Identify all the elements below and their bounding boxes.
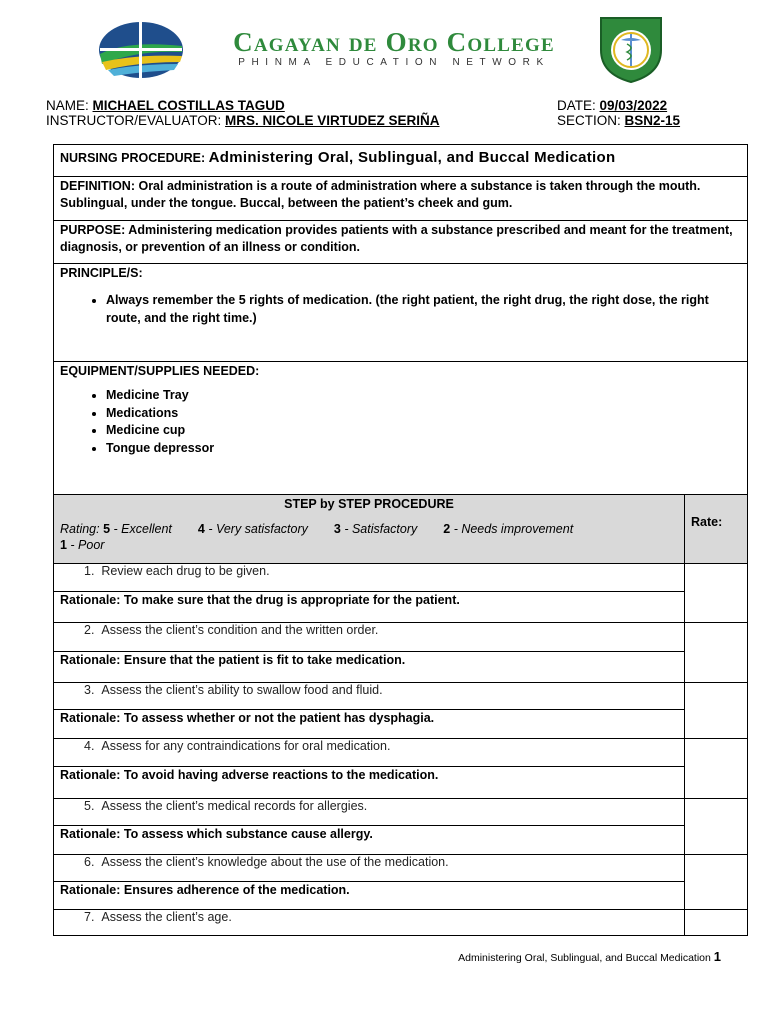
name-line: [46, 98, 285, 114]
step-number: 5.: [84, 799, 95, 813]
nursing-seal-icon: [597, 14, 665, 84]
table-row: [54, 623, 748, 652]
list-item: • Medicine cup: [106, 422, 741, 440]
section-line: [557, 113, 680, 129]
table-row: [54, 739, 748, 767]
rationale-text: Rationale: To assess whether or not the patient has dysphagia.: [54, 710, 685, 739]
step-text: Assess the client’s medical records for allergies.: [101, 799, 368, 813]
table-row: [54, 564, 748, 592]
rate-cell[interactable]: [685, 564, 748, 623]
step-text: Assess the client’s knowledge about the use of the medication.: [101, 855, 449, 869]
rationale-text: Rationale: Ensure that the patient is fit to take medication.: [54, 652, 685, 683]
principles-row: [54, 264, 748, 362]
step-text: Assess the client’s age.: [101, 910, 232, 924]
list-item: • Always remember the 5 rights of medication. (the right patient, the right drug, the right dose, the right route, and the right time.): [106, 292, 741, 327]
table-row: [54, 767, 748, 799]
rate-cell[interactable]: [685, 910, 748, 936]
college-title-block: [222, 26, 566, 69]
steps-title: STEP by STEP PROCEDURE: [284, 497, 454, 511]
step-number: 2.: [84, 623, 95, 637]
rationale-text: Rationale: To make sure that the drug is appropriate for the patient.: [54, 592, 685, 623]
purpose-row: [54, 221, 748, 264]
equipment-row: [54, 362, 748, 495]
date-value: 09/03/2022: [599, 98, 668, 113]
rating-label: Rating:: [60, 522, 100, 536]
equipment-label: EQUIPMENT/SUPPLIES NEEDED:: [60, 364, 260, 378]
list-item: • Medications: [106, 405, 741, 423]
rate-cell[interactable]: [685, 855, 748, 910]
step-number: 3.: [84, 683, 95, 697]
rationale-text: Rationale: To assess which substance cause allergy.: [54, 826, 685, 855]
step-number: 1.: [84, 564, 95, 578]
rating-5: 5: [103, 522, 111, 536]
table-row: [54, 855, 748, 882]
college-name: Cagayan de Oro College: [233, 27, 555, 57]
procedure-row: [54, 145, 748, 177]
instructor-value: MRS. NICOLE VIRTUDEZ SERIÑA: [225, 113, 440, 128]
rating-4: 4: [197, 522, 205, 536]
rating-2-text: - Needs improvement: [450, 522, 574, 536]
name-value: MICHAEL COSTILLAS TAGUD: [92, 98, 285, 113]
table-row: [54, 799, 748, 826]
procedure-table: [53, 144, 748, 936]
college-logo-icon: [98, 20, 184, 80]
rating-4-text: - Very satisfactory: [204, 522, 308, 536]
definition-row: [54, 177, 748, 221]
step-text: Assess the client’s ability to swallow food and fluid.: [101, 683, 383, 697]
rating-1-text: - Poor: [66, 538, 105, 552]
step-text: Review each drug to be given.: [101, 564, 270, 578]
rating-2: 2: [443, 522, 451, 536]
footer-text: Administering Oral, Sublingual, and Buccal Medication: [458, 952, 711, 964]
step-number: 6.: [84, 855, 95, 869]
page-footer: [458, 949, 721, 964]
step-number: 4.: [84, 739, 95, 753]
rating-5-text: - Excellent: [110, 522, 172, 536]
rating-3: 3: [333, 522, 341, 536]
rationale-text: Rationale: To avoid having adverse reactions to the medication.: [54, 767, 685, 799]
table-row: [54, 882, 748, 910]
rate-header: Rate:: [685, 495, 748, 564]
rate-cell[interactable]: [685, 799, 748, 855]
table-row: [54, 710, 748, 739]
table-row: [54, 652, 748, 683]
principles-label: PRINCIPLE/S:: [60, 266, 143, 280]
instructor-line: [46, 113, 440, 129]
rationale-text: Rationale: Ensures adherence of the medication.: [54, 882, 685, 910]
steps-header-row: [54, 495, 748, 564]
list-item: • Medicine Tray: [106, 387, 741, 405]
instructor-label: INSTRUCTOR/EVALUATOR:: [46, 113, 222, 128]
principles-list: [60, 292, 741, 327]
section-value: BSN2-15: [624, 113, 681, 128]
page-number: 1: [713, 949, 721, 964]
rate-cell[interactable]: [685, 683, 748, 739]
step-text: Assess for any contraindications for oral medication.: [101, 739, 391, 753]
rating-legend: [60, 521, 678, 553]
section-label: SECTION:: [557, 113, 621, 128]
name-label: NAME:: [46, 98, 89, 113]
list-item: • Tongue depressor: [106, 440, 741, 458]
table-row: [54, 910, 748, 936]
equipment-list: [60, 387, 741, 457]
table-row: [54, 683, 748, 710]
procedure-label: NURSING PROCEDURE:: [60, 151, 206, 165]
definition-text: DEFINITION: Oral administration is a route of administration where a substance is taken through the mouth. Sublingual, under the tongue. Buccal, between the patient’s cheek and gum.: [54, 177, 748, 221]
rate-cell[interactable]: [685, 739, 748, 799]
table-row: [54, 592, 748, 623]
step-number: 7.: [84, 910, 95, 924]
date-label: DATE:: [557, 98, 596, 113]
procedure-name: Administering Oral, Sublingual, and Buccal Medication: [208, 149, 616, 166]
date-line: [557, 98, 667, 114]
network-name: PHINMA EDUCATION NETWORK: [238, 57, 550, 68]
rating-1: 1: [60, 538, 67, 552]
rate-cell[interactable]: [685, 623, 748, 683]
rating-3-text: - Satisfactory: [340, 522, 418, 536]
table-row: [54, 826, 748, 855]
step-text: Assess the client’s condition and the written order.: [101, 623, 379, 637]
purpose-text: PURPOSE: Administering medication provides patients with a substance prescribed and meant for the treatment, diagnosis, or prevention of an illness or condition.: [54, 221, 748, 264]
